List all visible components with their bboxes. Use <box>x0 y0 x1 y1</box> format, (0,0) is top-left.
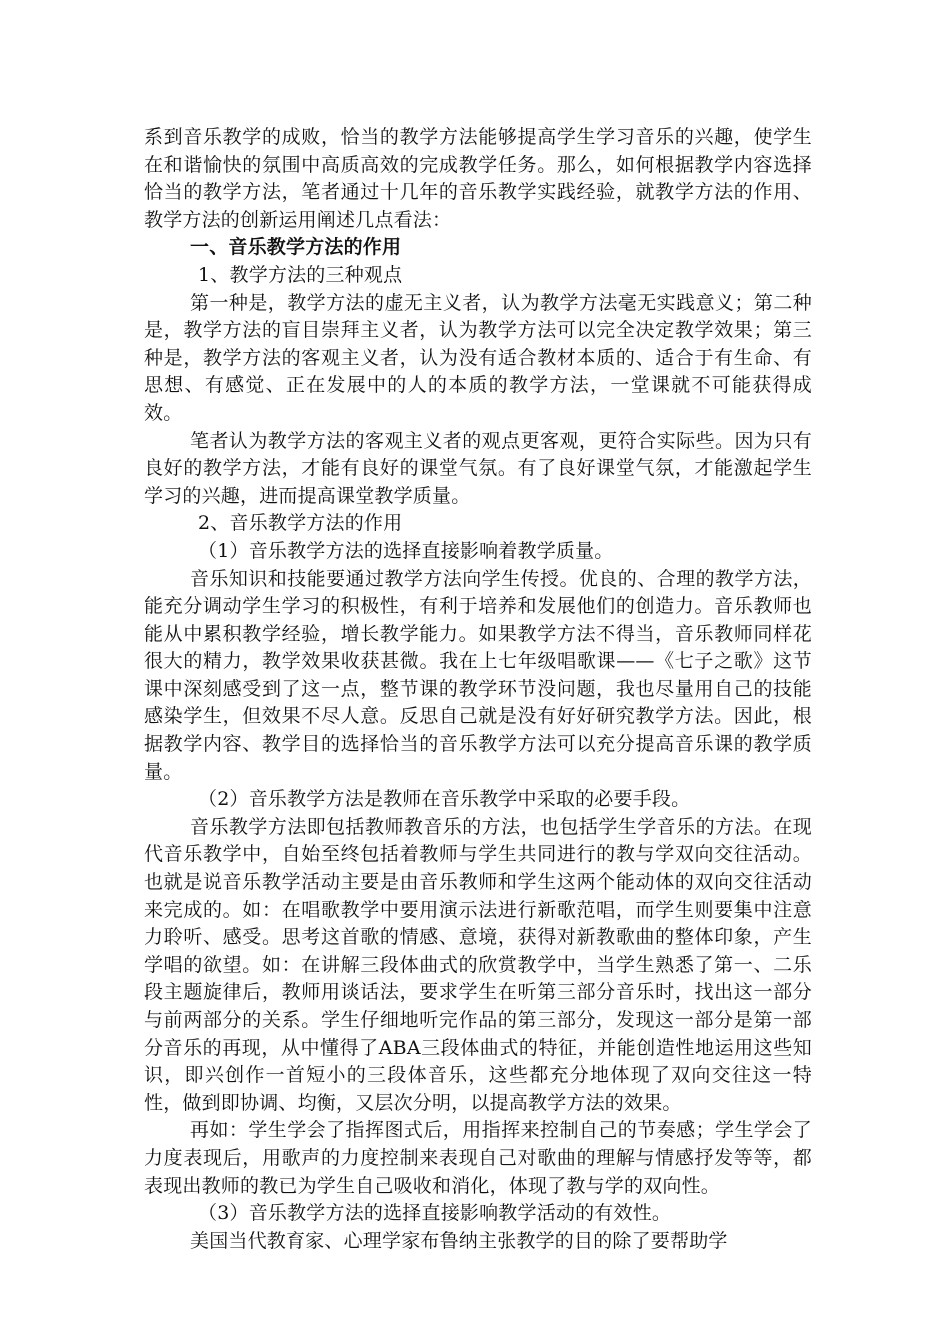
paragraph-example: 再如：学生学会了指挥图式后，用指挥来控制自己的节奏感；学生学会了力度表现后，用歌声的力度控制来表现自己对歌曲的理解与情感抒发等等，都表现出教师的教已为学生自己吸收和消化，体现了教与学的双向性。 <box>144 1119 812 1197</box>
paragraph-intro: 系到音乐教学的成败，恰当的教学方法能够提高学生学习音乐的兴趣，使学生在和谐愉快的氛围中高质高效的完成教学任务。那么，如何根据教学内容选择恰当的教学方法，笔者通过十几年的音乐教学实践经验，就教学方法的作用、教学方法的创新运用阐述几点看法： <box>144 126 812 231</box>
point-2: （2）音乐教学方法是教师在音乐教学中采取的必要手段。 <box>198 788 691 811</box>
subheading-1-1: 1、教学方法的三种观点 <box>198 263 403 286</box>
paragraph-point-2: 音乐教学方法即包括教师教音乐的方法，也包括学生学音乐的方法。在现代音乐教学中，自始至终包括着教师与学生共同进行的教与学双向交往活动。也就是说音乐教学活动主要是由音乐教师和学生这两个能动体的双向交往活动来完成的。如：在唱歌教学中要用演示法进行新歌范唱，而学生则要集中注意力聆听、感受。思考这首歌的情感、意境，获得对新教歌曲的整体印象，产生学唱的欲望。如：在讲解三段体曲式的欣赏教学中，当学生熟悉了第一、二乐段主题旋律后，教师用谈话法，要求学生在听第三部分音乐时，找出这一部分与前两部分的关系。学生仔细地听完作品的第三部分，发现这一部分是第一部分音乐的再现，从中懂得了ABA三段体曲式的特征，并能创造性地运用这些知识，即兴创作一首短小的三段体音乐，这些都充分地体现了双向交往这一特性，做到即协调、均衡，又层次分明，以提高教学方法的效果。 <box>144 815 812 1114</box>
point-1: （1）音乐教学方法的选择直接影响着教学质量。 <box>198 539 614 562</box>
point-3: （3）音乐教学方法的选择直接影响教学活动的有效性。 <box>198 1202 672 1225</box>
paragraph-author-view: 笔者认为教学方法的客观主义者的观点更客观，更符合实际些。因为只有良好的教学方法，才能有良好的课堂气氛。有了良好课堂气氛，才能激起学生学习的兴趣，进而提高课堂教学质量。 <box>144 429 812 507</box>
document-body <box>144 124 812 1255</box>
paragraph-point-1: 音乐知识和技能要通过教学方法向学生传授。优良的、合理的教学方法，能充分调动学生学习的积极性，有利于培养和发展他们的创造力。音乐教师也能从中累积教学经验，增长教学能力。如果教学方法不得当，音乐教师同样花很大的精力，教学效果收获甚微。我在上七年级唱歌课——《七子之歌》这节课中深刻感受到了这一点，整节课的教学环节没问题，我也尽量用自己的技能感染学生，但效果不尽人意。反思自己就是没有好好研究教学方法。因此，根据教学内容、教学目的选择恰当的音乐教学方法可以充分提高音乐课的教学质量。 <box>144 567 812 783</box>
subheading-1-2: 2、音乐教学方法的作用 <box>198 512 403 535</box>
paragraph-three-views: 第一种是，教学方法的虚无主义者，认为教学方法毫无实践意义；第二种是，教学方法的盲目崇拜主义者，认为教学方法可以完全决定教学效果；第三种是，教学方法的客观主义者，认为没有适合教材本质的、适合于有生命、有思想、有感觉、正在发展中的人的本质的教学方法，一堂课就不可能获得成效。 <box>144 291 812 424</box>
section-heading-1: 一、音乐教学方法的作用 <box>190 236 402 259</box>
paragraph-point-3: 美国当代教育家、心理学家布鲁纳主张教学的目的除了要帮助学 <box>190 1229 728 1252</box>
